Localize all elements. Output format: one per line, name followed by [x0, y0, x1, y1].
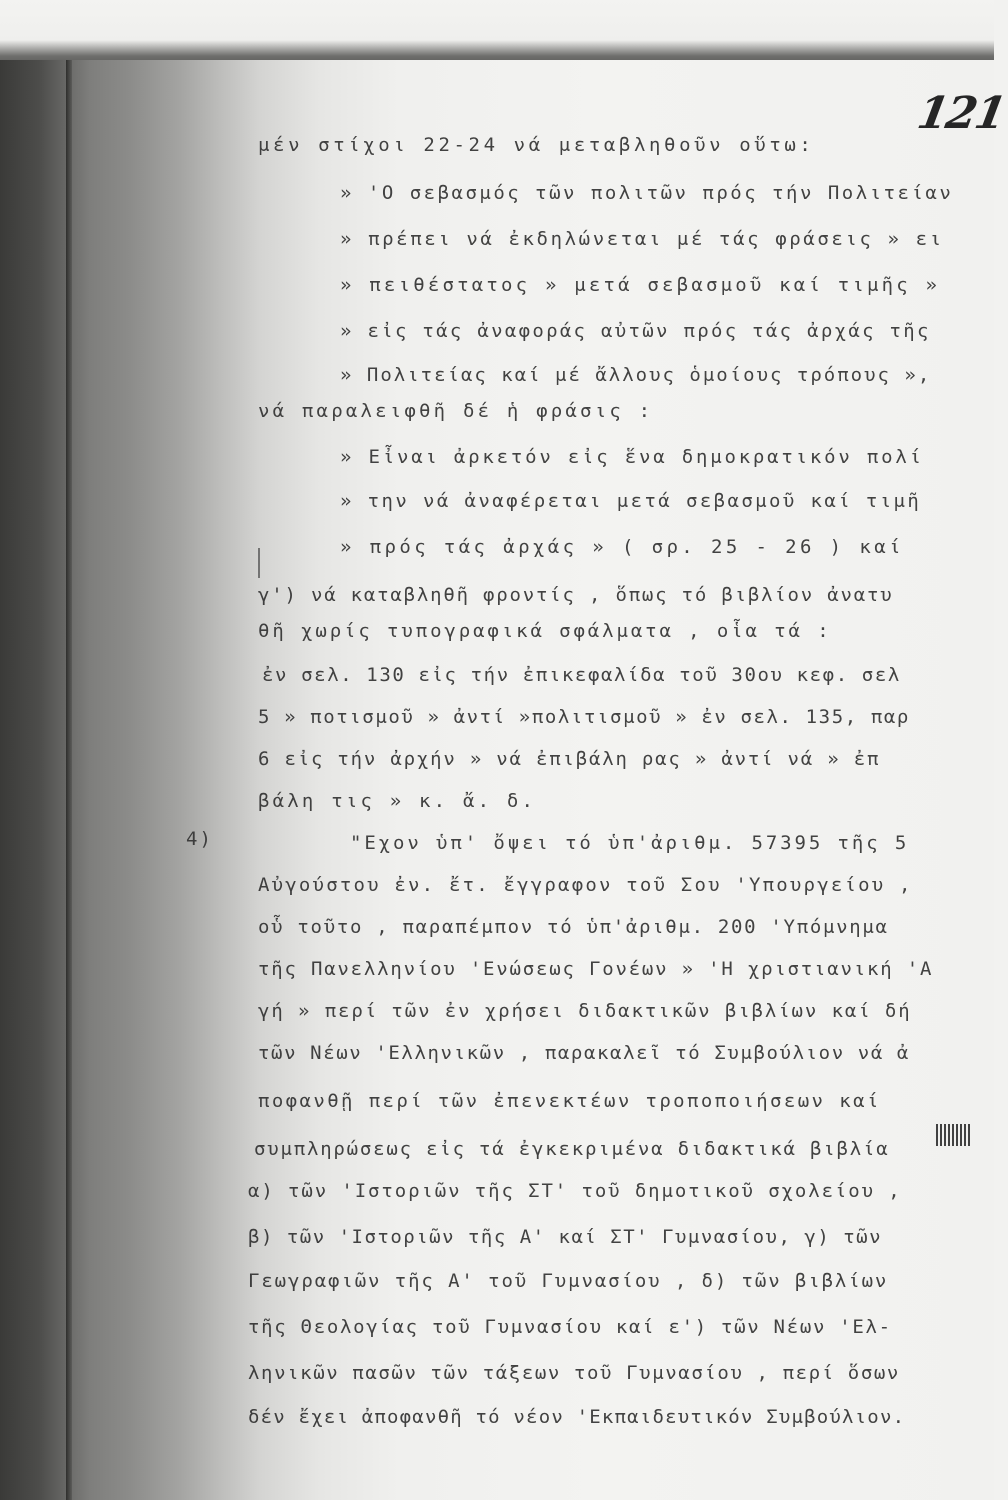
text-line: » εἰς τάς ἀναφοράς αὐτῶν πρός τάς ἀρχάς τῆς — [340, 320, 931, 342]
text-line: » πειθέστατος » μετά σεβασμοῦ καί τιμῆς » — [340, 274, 941, 296]
text-line: βάλη τις » κ. ἄ. δ. — [258, 790, 537, 812]
text-line: » πρός τάς ἀρχάς » ( σρ. 25 - 26 ) καί — [340, 536, 904, 558]
text-line: 5 » ποτισμοῦ » ἀντί »πολιτισμοῦ » ἐν σελ. 135, παρ — [258, 706, 910, 728]
margin-mark — [258, 548, 260, 578]
text-line: οὗ τοῦτο , παραπέμπον τό ὑπ'ἀριθμ. 200 'Υπόμνημα — [258, 916, 889, 938]
text-line: » Πολιτείας καί μέ ἄλλους ὁμοίους τρόπους », — [340, 364, 932, 386]
text-line: β) τῶν 'Ιστοριῶν τῆς Α' καί ΣΤ' Γυμνασίου, γ) τῶν — [248, 1226, 883, 1248]
text-line: » 'Ο σεβασμός τῶν πολιτῶν πρός τήν Πολιτείαν — [340, 182, 954, 204]
page-number: 121 — [913, 88, 1008, 139]
text-line: τῆς Πανελληνίου 'Ενώσεως Γονέων » 'Η χριστιανική 'Α — [258, 958, 934, 980]
text-line: γή » περί τῶν ἐν χρήσει διδακτικῶν βιβλίων καί δή — [258, 1000, 912, 1022]
text-line: ποφανθῇ περί τῶν ἐπενεκτέων τροποποιήσεων καί — [258, 1090, 881, 1112]
text-line: μέν στίχοι 22-24 νά μεταβληθοῦν οὕτω: — [258, 134, 815, 156]
text-line: » Εἶναι ἀρκετόν εἰς ἕνα δημοκρατικόν πολί — [340, 446, 924, 468]
text-line: θῆ χωρίς τυπογραφικά σφάλματα , οἷα τά : — [258, 620, 832, 642]
text-line: » την νά ἀναφέρεται μετά σεβασμοῦ καί τιμῆ — [340, 490, 922, 512]
text-line: συμπληρώσεως εἰς τά ἐγκεκριμένα διδακτικά βιβλία — [254, 1138, 890, 1160]
text-line: ληνικῶν πασῶν τῶν τάξεων τοῦ Γυμνασίου , περί ὅσων — [248, 1362, 900, 1384]
item-number: 4) — [186, 828, 213, 850]
text-line: τῶν Νέων 'Ελληνικῶν , παρακαλεῖ τό Συμβούλιον νά ἀ — [258, 1042, 910, 1064]
text-line: "Εχον ὑπ' ὄψει τό ὑπ'ἀριθμ. 57395 τῆς 5 — [350, 832, 910, 854]
text-line: τῆς Θεολογίας τοῦ Γυμνασίου καί ε') τῶν Νέων 'Ελ- — [248, 1316, 892, 1338]
text-line: δέν ἔχει ἀποφανθῆ τό νέον 'Εκπαιδευτικόν Συμβούλιον. — [248, 1406, 906, 1428]
text-line: 6 εἰς τήν ἀρχήν » νά ἐπιβάλη ρας » ἀντί νά » ἐπ — [258, 748, 881, 770]
text-line: α) τῶν 'Ιστοριῶν τῆς ΣΤ' τοῦ δημοτικοῦ σχολείου , — [248, 1180, 902, 1202]
text-line: ἐν σελ. 130 εἰς τήν ἐπικεφαλίδα τοῦ 30ου κεφ. σελ — [262, 664, 901, 686]
crossed-out-word — [936, 1124, 972, 1146]
text-line: γ') νά καταβληθῆ φροντίς , ὅπως τό βιβλίον ἀνατυ — [258, 584, 894, 606]
text-line: » πρέπει νά ἐκδηλώνεται μέ τάς φράσεις » ει — [340, 228, 944, 250]
text-line: νά παραλειφθῆ δέ ἡ φράσις : — [258, 400, 654, 422]
text-line: Γεωγραφιῶν τῆς Α' τοῦ Γυμνασίου , δ) τῶν βιβλίων — [248, 1270, 889, 1292]
text-line: Αὐγούστου ἐν. ἔτ. ἔγγραφον τοῦ Σου 'Υπουργείου , — [258, 874, 913, 896]
binding-fold — [66, 60, 72, 1500]
